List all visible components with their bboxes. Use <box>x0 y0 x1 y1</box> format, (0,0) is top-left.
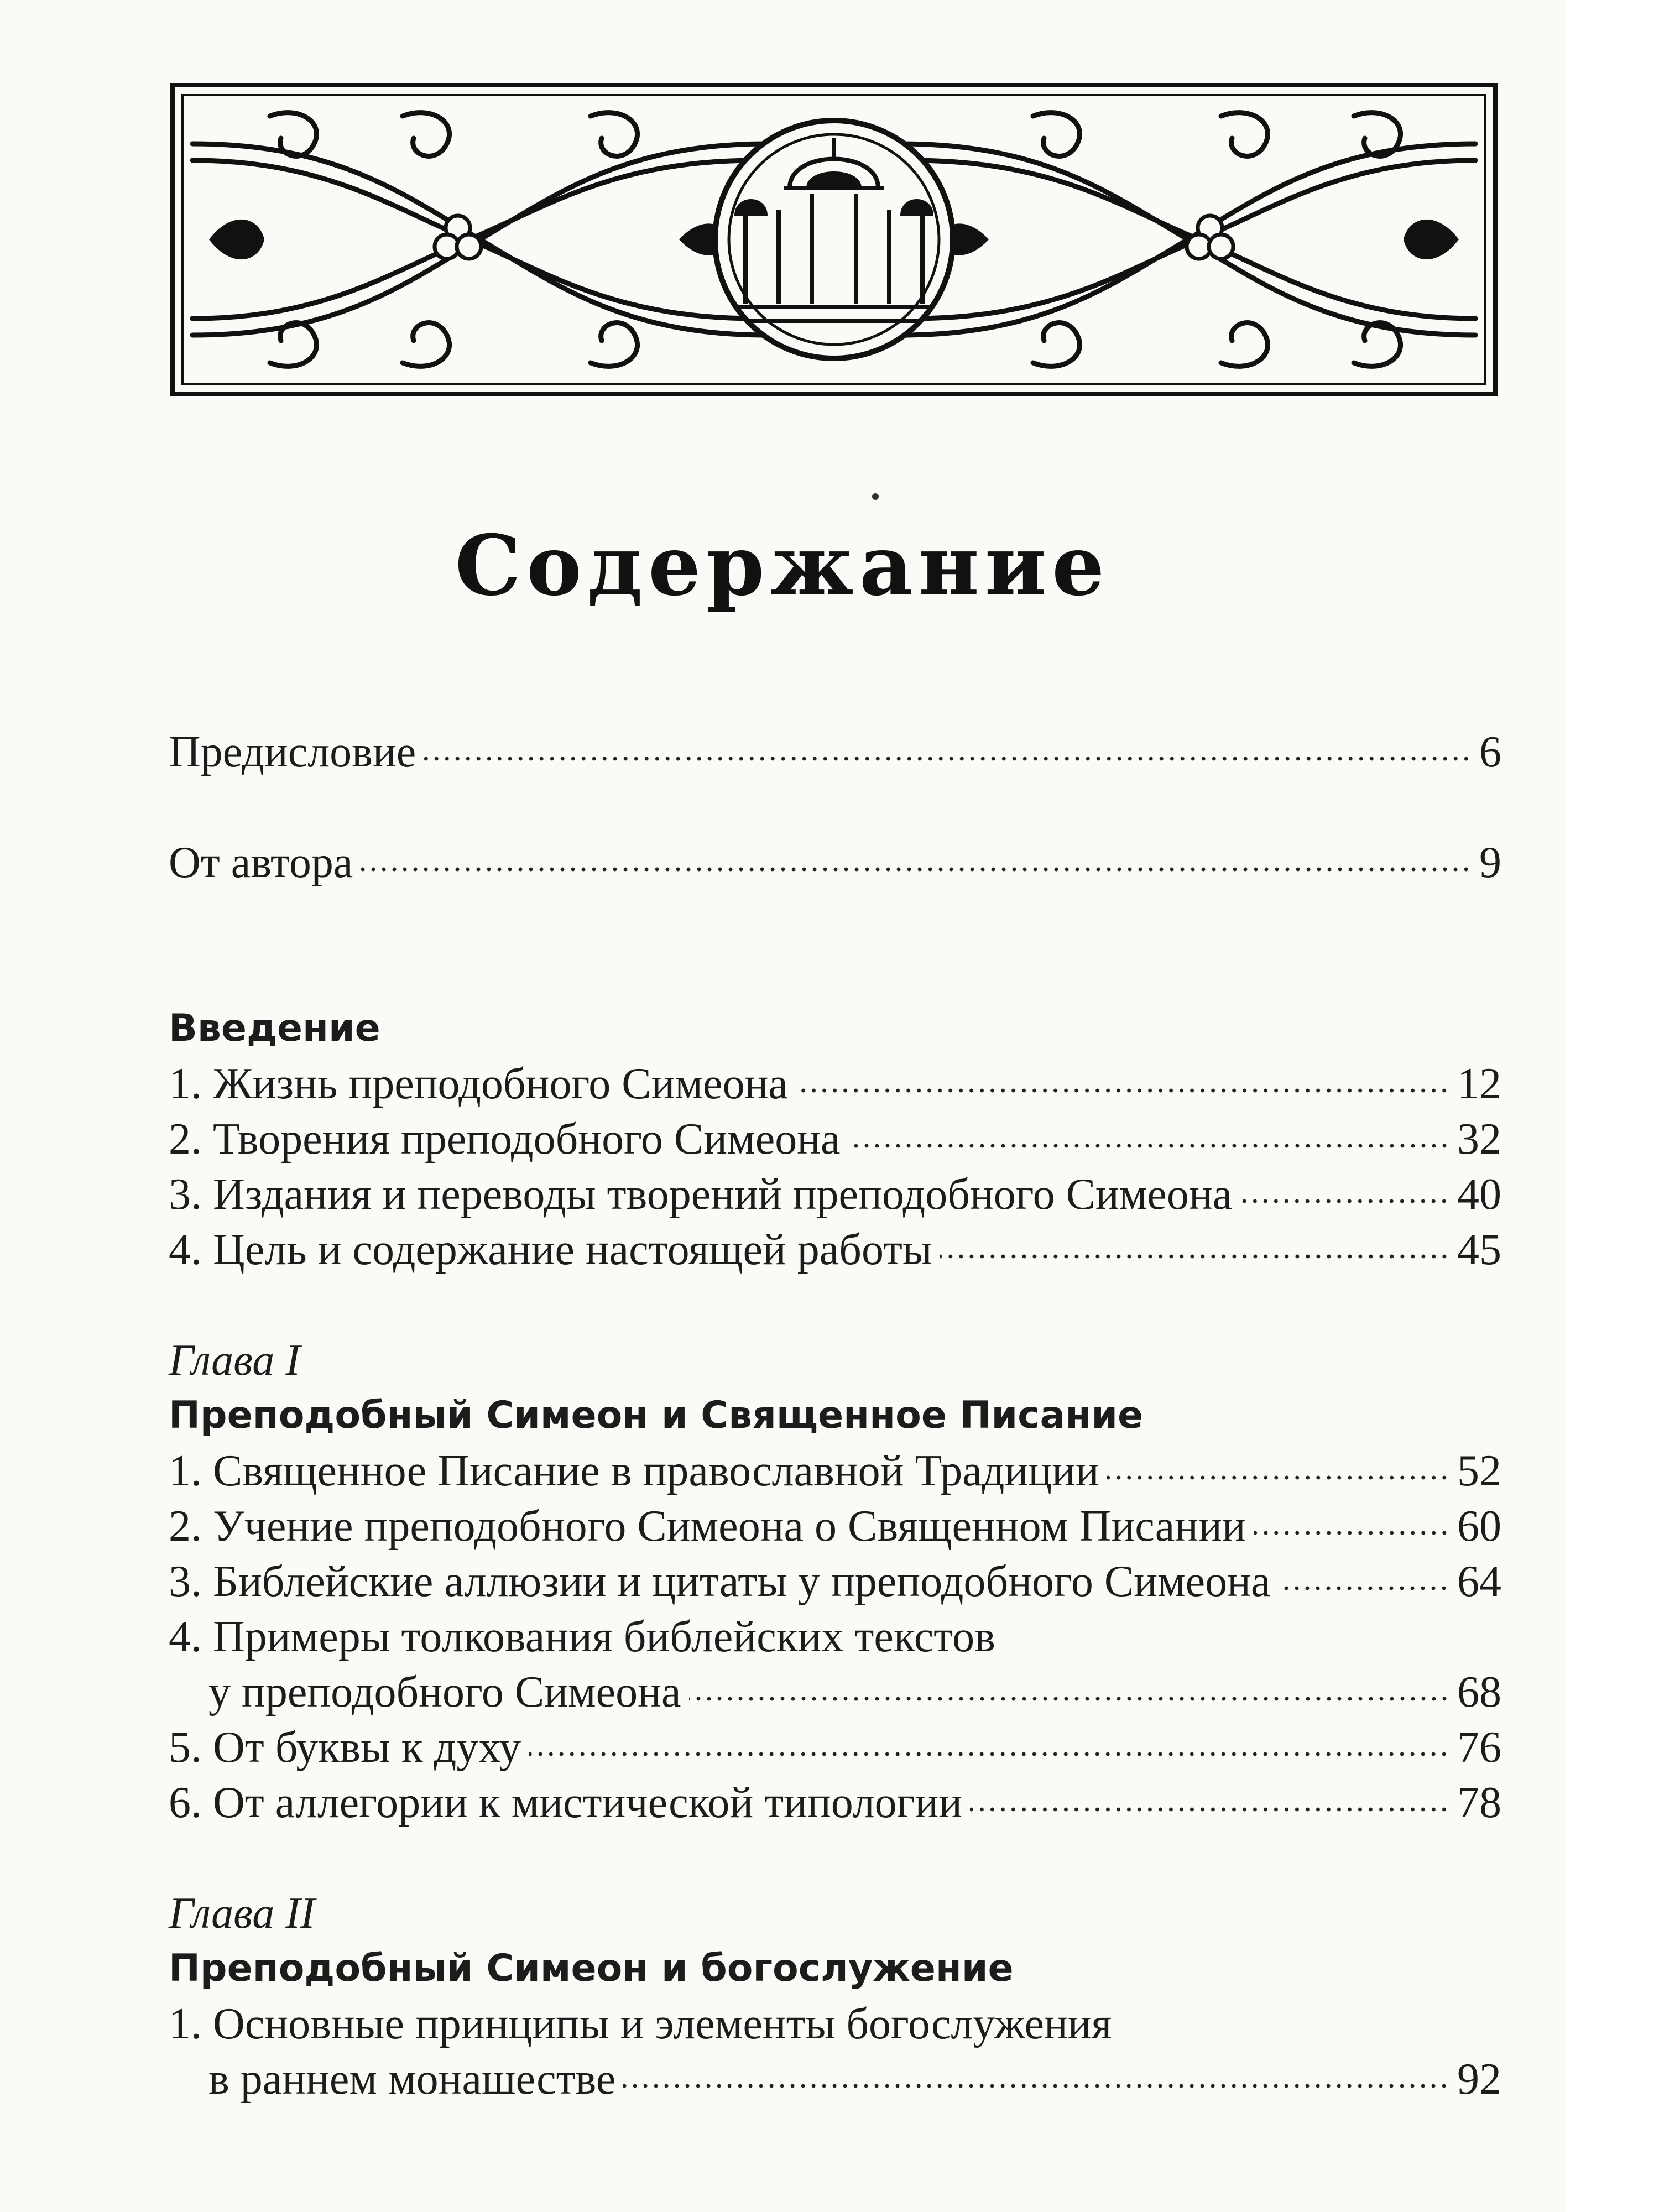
page-title: Содержание <box>455 517 1110 614</box>
page-margin <box>1565 0 1659 2212</box>
toc-entry[interactable] <box>169 1554 1501 1609</box>
leader-dots <box>529 1749 1449 1760</box>
chapter-heading-1: Преподобный Симеон и Священное Писание <box>169 1394 1144 1437</box>
toc-page-number: 60 <box>1457 1502 1501 1551</box>
toc-page-number: 68 <box>1457 1668 1501 1717</box>
toc-page-number: 12 <box>1457 1060 1501 1108</box>
toc-entry[interactable] <box>169 1056 1501 1112</box>
toc-entry-author[interactable] <box>169 835 1501 890</box>
ornamental-headpiece <box>170 83 1498 396</box>
toc-entry-title: 4. Цель и содержание настоящей работы <box>169 1225 932 1274</box>
toc-page-number: 40 <box>1457 1170 1501 1219</box>
toc-entry-title: 2. Учение преподобного Симеона о Священном Писании <box>169 1502 1246 1551</box>
toc-entry-title-continued: в раннем монашестве <box>208 2055 616 2104</box>
toc-entry-title: 3. Издания и переводы творений преподобного Симеона <box>169 1170 1233 1219</box>
toc-entry-title: От автора <box>169 838 353 887</box>
toc-entry[interactable] <box>169 2052 1501 2107</box>
ink-dot <box>872 493 879 500</box>
leader-dots <box>970 1804 1449 1815</box>
toc-entry-title: 3. Библейские аллюзии и цитаты у преподобного Симеона <box>169 1557 1271 1606</box>
toc-entry[interactable] <box>169 1775 1501 1830</box>
section-heading-intro: Введение <box>169 1006 380 1050</box>
leader-dots <box>424 753 1472 764</box>
toc-entry[interactable] <box>169 1167 1501 1222</box>
toc-entry-title: 5. От буквы к духу <box>169 1723 521 1772</box>
chapter-heading-2: Преподобный Симеон и богослужение <box>169 1947 1014 1990</box>
toc-entry-title: 2. Творения преподобного Симеона <box>169 1115 841 1164</box>
toc-page-number: 32 <box>1457 1115 1501 1164</box>
toc-entry[interactable] <box>169 1222 1501 1277</box>
toc-entry-title: 1. Жизнь преподобного Симеона <box>169 1060 788 1108</box>
toc-page-number: 45 <box>1457 1225 1501 1274</box>
toc-page-number: 76 <box>1457 1723 1501 1772</box>
toc-entry-preface[interactable] <box>169 724 1501 780</box>
toc-entry-title: 1. Священное Писание в православной Традиции <box>169 1447 1099 1495</box>
toc-entry-title: 6. От аллегории к мистической типологии <box>169 1778 963 1827</box>
leader-dots <box>940 1251 1449 1262</box>
leader-dots <box>689 1693 1450 1704</box>
leader-dots <box>623 2080 1449 2091</box>
leader-dots <box>1254 1527 1449 1538</box>
toc-page-number: 52 <box>1457 1447 1501 1495</box>
toc-page-number: 92 <box>1457 2055 1501 2104</box>
toc-entry-title: Предисловие <box>169 728 416 776</box>
leader-dots <box>796 1085 1449 1096</box>
leader-dots <box>1107 1472 1449 1483</box>
toc-page-number: 78 <box>1457 1778 1501 1827</box>
toc-entry-title-continued: у преподобного Симеона <box>208 1668 681 1717</box>
toc-page-number: 64 <box>1457 1557 1501 1606</box>
leader-dots <box>848 1140 1449 1151</box>
toc-page-number: 9 <box>1479 838 1501 887</box>
chapter-label-1: Глава I <box>169 1336 300 1385</box>
toc-entry[interactable] <box>169 1443 1501 1499</box>
toc-entry[interactable] <box>169 1499 1501 1554</box>
toc-entry[interactable] <box>169 1720 1501 1775</box>
leader-dots <box>361 864 1472 875</box>
toc-entry-title-line[interactable]: 1. Основные принципы и элементы богослужения <box>169 2000 1112 2048</box>
leader-dots <box>1278 1583 1449 1594</box>
toc-entry-title-line[interactable]: 4. Примеры толкования библейских текстов <box>169 1613 995 1661</box>
leader-dots <box>1240 1196 1449 1207</box>
toc-entry[interactable] <box>169 1665 1501 1720</box>
toc-entry[interactable] <box>169 1112 1501 1167</box>
chapter-label-2: Глава II <box>169 1889 315 1938</box>
toc-page-number: 6 <box>1479 728 1501 776</box>
